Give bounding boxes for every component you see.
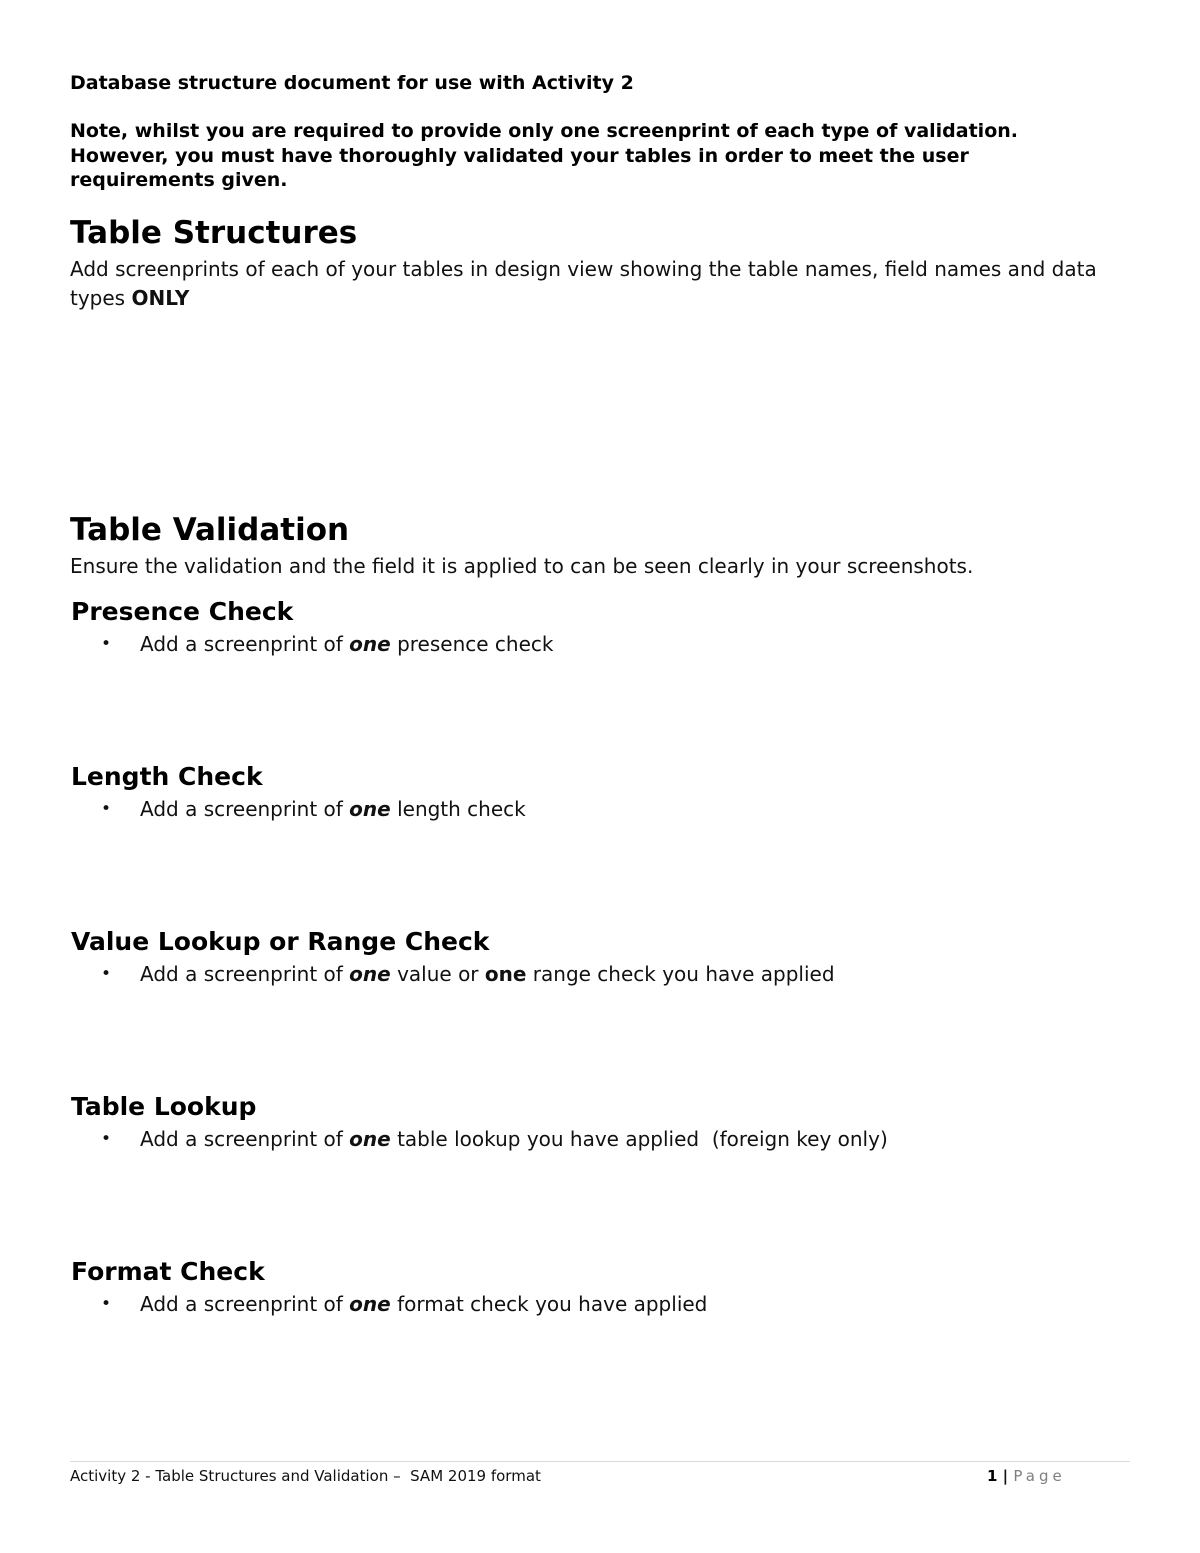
bullet-icon: • [101,634,112,654]
table-structures-heading: Table Structures [70,215,358,251]
table-validation-heading: Table Validation [70,512,350,548]
footer-divider [70,1461,1130,1462]
document-title: Database structure document for use with Activity 2 [70,72,634,94]
presence-check-heading: Presence Check [71,597,294,626]
page-separator: | [997,1467,1014,1485]
bullet-text: Add a screenprint of one length check [140,797,526,821]
bullet-icon: • [101,1294,112,1314]
note-paragraph: Note, whilst you are required to provide only one screenprint of each type of validation. However, you must have thoroughly validated your tables in order to meet the user requirements given. [70,120,1018,191]
bullet-icon: • [101,799,112,819]
bullet-text: Add a screenprint of one presence check [140,632,554,656]
table-structures-instructions [70,255,1130,312]
table-structures-only: ONLY [131,285,190,310]
table-structures-text: Add screenprints of each of your tables in design view showing the table names, field names and data types [70,257,1097,310]
footer-page-indicator [987,1466,1066,1486]
bullet-text: Add a screenprint of one format check you have applied [140,1292,708,1316]
bullet-text: Add a screenprint of one table lookup you have applied (foreign key only) [140,1127,888,1151]
bullet-text: Add a screenprint of one value or one range check you have applied [140,962,835,986]
bullet-icon: • [101,964,112,984]
bullet-icon: • [101,1129,112,1149]
page-word: Page [1013,1467,1066,1485]
footer-title: Activity 2 - Table Structures and Validation – SAM 2019 format [70,1467,541,1485]
page-number: 1 [987,1467,998,1485]
format-check-heading: Format Check [71,1257,265,1286]
table-lookup-heading: Table Lookup [71,1092,257,1121]
document-page [70,0,1130,1553]
table-validation-instructions: Ensure the validation and the field it is applied to can be seen clearly in your screenshots. [70,554,974,578]
value-range-check-heading: Value Lookup or Range Check [71,927,490,956]
length-check-heading: Length Check [71,762,263,791]
